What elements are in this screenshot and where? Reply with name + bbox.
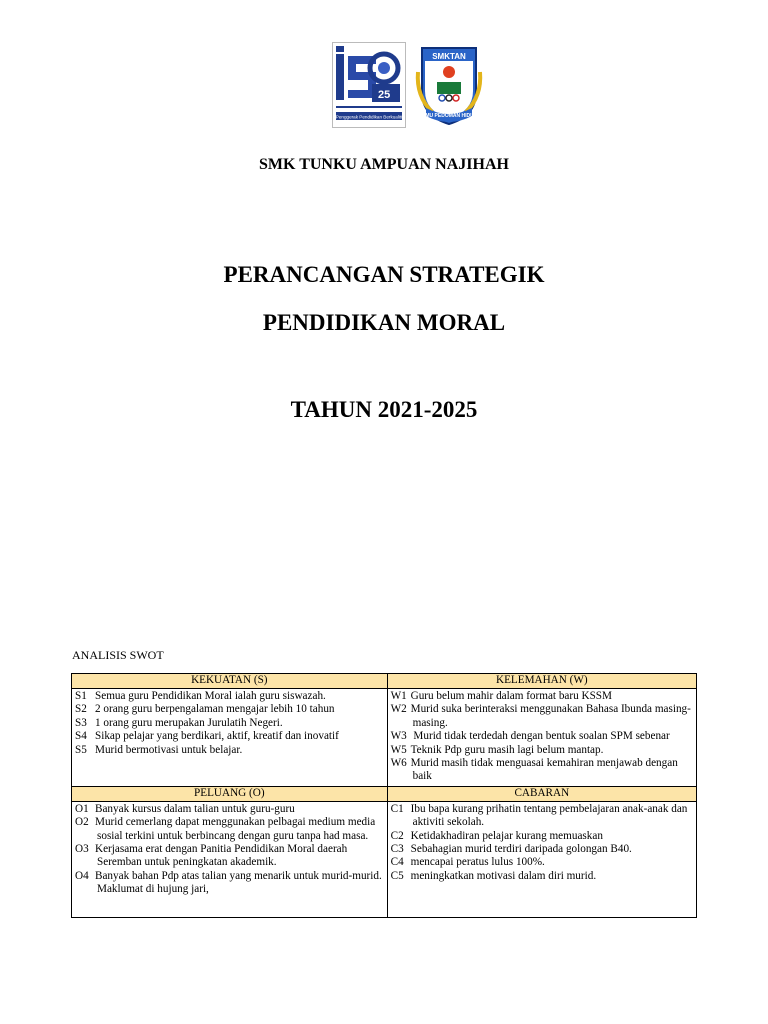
swot-item-code: C1 [390,802,404,815]
ts25-logo-icon [332,42,406,128]
swot-item [75,870,384,897]
swot-header-row [72,786,697,801]
swot-item-code: C2 [390,829,404,842]
logo-group [332,42,486,128]
swot-item-text: meningkatkan motivasi dalam diri murid. [410,869,597,882]
weaknesses-cell [387,689,696,787]
swot-item [75,843,384,870]
swot-item-text: Teknik Pdp guru masih lagi belum mantap. [410,743,604,756]
swot-item [75,690,384,703]
weaknesses-header: KELEMAHAN (W) [387,674,696,689]
threats-header: CABARAN [387,786,696,801]
swot-item-code: W5 [390,743,407,756]
strengths-header: KEKUATAN (S) [72,674,388,689]
swot-item-text: 1 orang guru merupakan Jurulatih Negeri. [95,716,283,729]
swot-item [391,843,693,856]
opportunities-header: PELUANG (O) [72,786,388,801]
swot-item-text: Murid suka berinteraksi menggunakan Bahasa Ibunda masing-masing. [410,703,691,729]
swot-item [391,730,693,743]
swot-item [391,703,693,730]
swot-item-code: W2 [390,703,407,716]
title-line-2: PENDIDIKAN MORAL [262,310,506,335]
swot-item-text: Kerjasama erat dengan Panitia Pendidikan Moral daerah Seremban untuk peningkatan akademik. [95,843,348,869]
swot-item-text: Murid cemerlang dapat menggunakan pelbagai medium media sosial terkini untuk berbincang dengan guru tanpa had masa. [95,816,376,842]
swot-item-code: S4 [75,730,87,743]
swot-item-code: W1 [390,690,407,702]
swot-item-text: Semua guru Pendidikan Moral ialah guru siswazah. [95,690,326,702]
swot-item-code: S5 [75,743,87,756]
swot-item-text: Sebahagian murid terdiri daripada golongan B40. [410,843,632,856]
swot-item [75,803,384,816]
swot-item-code: C4 [390,856,404,869]
swot-table [71,673,697,918]
swot-item-text: mencapai peratus lulus 100%. [410,856,545,869]
title-year: TAHUN 2021-2025 [290,397,478,422]
swot-item [75,703,384,716]
crest-top-text: SMKTAN [432,52,466,61]
swot-row-sw [72,689,697,787]
swot-item-code: O2 [75,816,89,829]
swot-item-text: Murid masih tidak menguasai kemahiran menjawab dengan baik [410,757,678,783]
swot-item-code: S1 [75,690,87,702]
swot-item-code: W6 [390,757,407,770]
swot-item-code: C5 [390,869,404,882]
swot-item-code: O1 [75,802,89,815]
swot-item [391,856,693,869]
swot-item-code: O3 [75,843,89,856]
swot-item-text: Ketidakhadiran pelajar kurang memuaskan [410,829,603,842]
title-line-1: PERANCANGAN STRATEGIK [223,262,545,287]
swot-item [75,816,384,843]
swot-label: ANALISIS SWOT [72,648,164,662]
swot-item [75,717,384,730]
swot-item [391,744,693,757]
swot-item-text: Banyak bahan Pdp atas talian yang menarik untuk murid-murid. Maklumat di hujung jari, [95,869,382,896]
swot-item-text: 2 orang guru berpengalaman mengajar lebih 10 tahun [95,703,335,716]
swot-item-text: Guru belum mahir dalam format baru KSSM [410,690,612,702]
swot-item [391,870,693,883]
svg-text:25: 25 [378,89,391,101]
logo1-caption: Penggerak Pendidikan Berkualiti [335,114,403,120]
opportunities-cell [72,801,388,917]
swot-item [391,757,693,784]
swot-item [391,803,693,830]
swot-item-text: Murid tidak terdedah dengan bentuk soalan SPM sebenar [410,730,670,743]
swot-item-code: C3 [390,843,404,856]
threats-cell [387,801,696,917]
swot-item-text: Banyak kursus dalam talian untuk guru-guru [95,802,295,815]
swot-item-text: Sikap pelajar yang berdikari, aktif, kreatif dan inovatif [95,730,339,743]
crest-bottom-text: ILMU PEDOMAN HIDUP [420,113,478,119]
swot-item [75,744,384,757]
swot-item-text: Ibu bapa kurang prihatin tentang pembelajaran anak-anak dan aktiviti sekolah. [410,802,688,829]
swot-item-code: W3 [390,730,407,743]
swot-row-ot [72,801,697,917]
swot-item-code: O4 [75,869,89,882]
swot-item-code: S2 [75,703,87,716]
swot-item [75,730,384,743]
swot-item-code: S3 [75,716,87,729]
swot-item [391,830,693,843]
strengths-cell [72,689,388,787]
swot-item-text: Murid bermotivasi untuk belajar. [95,743,243,756]
smktan-crest-icon [412,42,486,128]
school-name: SMK TUNKU AMPUAN NAJIHAH [259,156,509,173]
swot-header-row [72,674,697,689]
swot-item [391,690,693,703]
